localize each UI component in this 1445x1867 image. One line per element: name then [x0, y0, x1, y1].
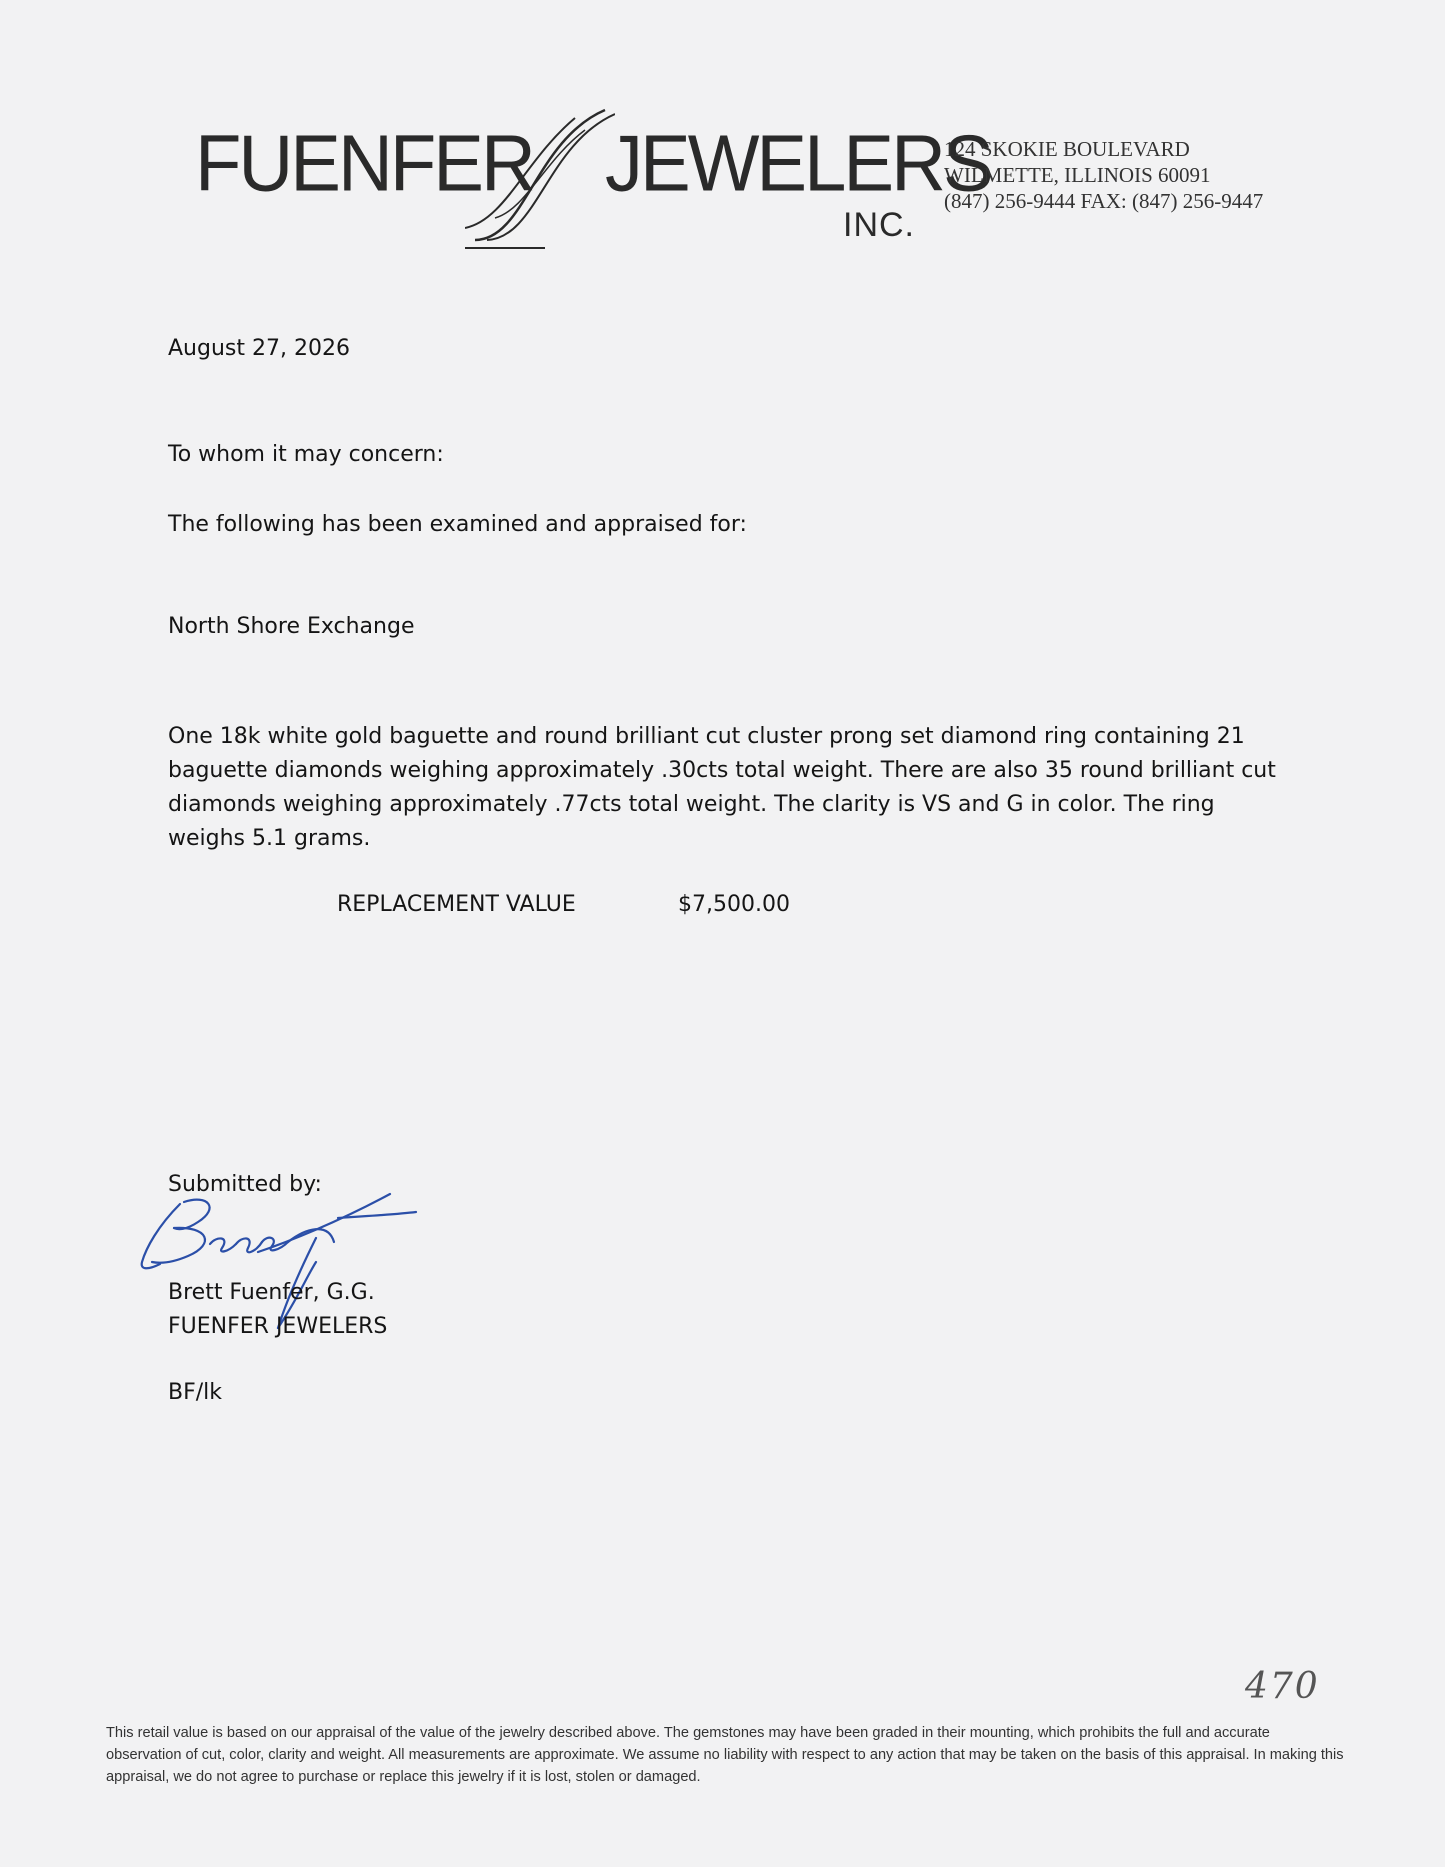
replacement-value-label: REPLACEMENT VALUE: [337, 892, 576, 917]
signer-company: FUENFER JEWELERS: [168, 1314, 388, 1339]
letter-date: August 27, 2026: [168, 336, 350, 361]
address-street: 124 SKOKIE BOULEVARD: [944, 137, 1190, 161]
logo-word-jewelers: JEWELERS: [605, 118, 991, 209]
submitted-by-label: Submitted by:: [168, 1172, 322, 1197]
typist-initials: BF/lk: [168, 1380, 223, 1405]
letter-intro: The following has been examined and appraised for:: [168, 512, 747, 537]
replacement-value-amount: $7,500.00: [678, 892, 790, 917]
address-phone-fax: (847) 256-9444 FAX: (847) 256-9447: [944, 189, 1264, 213]
handwritten-page-number: 470: [1245, 1666, 1320, 1707]
company-logo: [195, 100, 991, 250]
letter-salutation: To whom it may concern:: [168, 442, 444, 467]
logo-word-fuenfer: FUENFER: [195, 118, 533, 209]
letterhead-address: [944, 136, 1263, 214]
logo-swoosh-icon: [465, 100, 615, 250]
logo-inc: INC.: [843, 206, 915, 244]
address-city: WILMETTE, ILLINOIS 60091: [944, 163, 1211, 187]
legal-disclaimer: This retail value is based on our appraisal of the value of the jewelry described above. The gemstones may have been graded in their mounting, which prohibits the full and accurate observation of cut, color, clarity and weight. All measurements are approximate. We assume no liability with respect to any action that may be taken on the basis of this appraisal. In making this appraisal, we do not agree to purchase or replace this jewelry if it is lost, stolen or damaged.: [106, 1725, 1344, 1785]
signer-name: Brett Fuenfer, G.G.: [168, 1280, 375, 1305]
client-name: North Shore Exchange: [168, 614, 415, 639]
item-description: One 18k white gold baguette and round brilliant cut cluster prong set diamond ring containing 21 baguette diamonds weighing approximately .30cts total weight. There are also 35 round brilliant cut diamonds weighing approximately .77cts total weight. The clarity is VS and G in color. The ring weighs 5.1 grams.: [168, 724, 1276, 851]
